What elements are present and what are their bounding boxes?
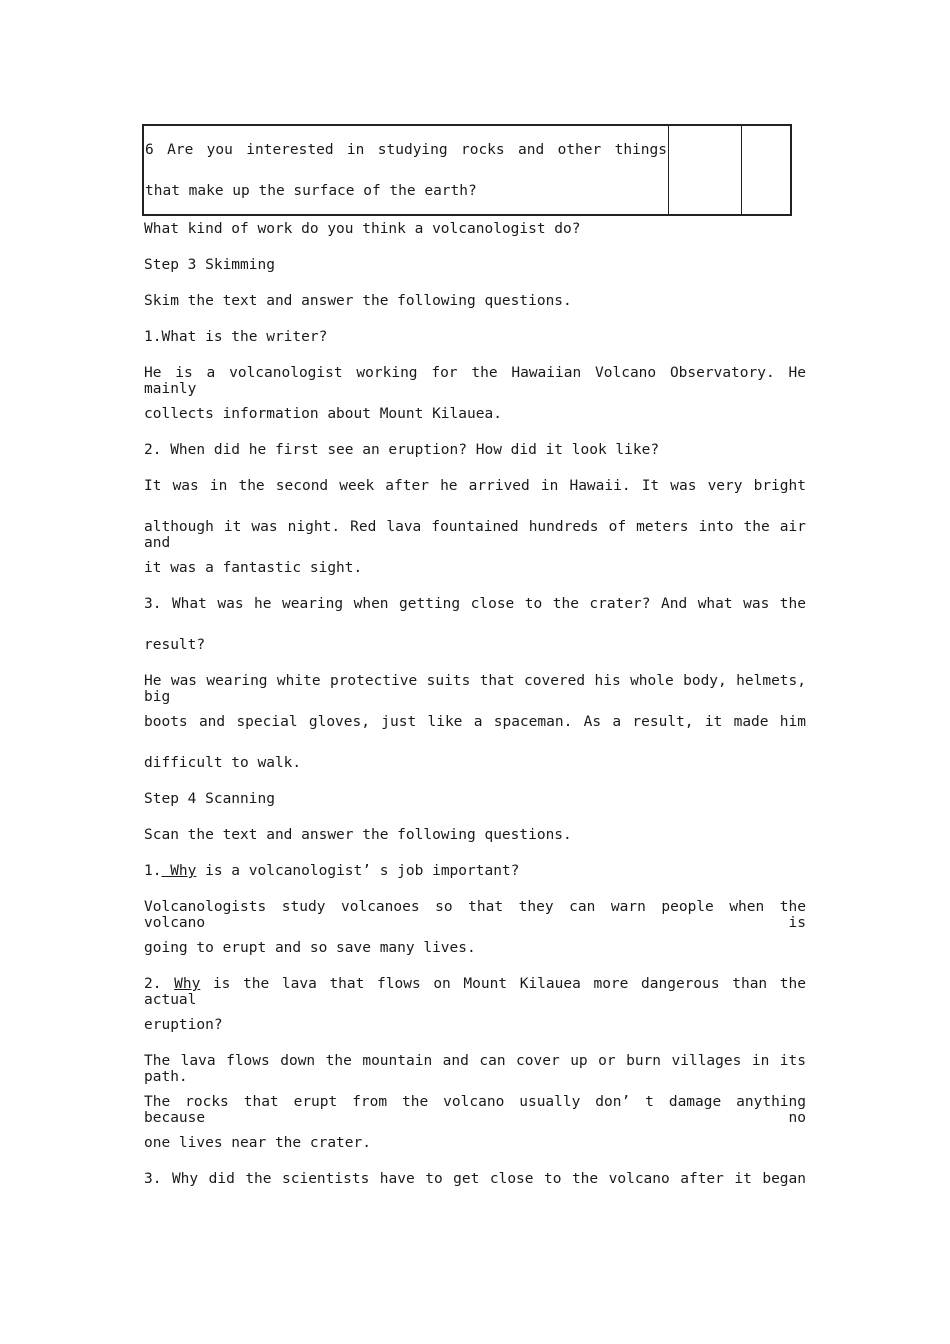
scan-answer-1-line-2: going to erupt and so save many lives. [144, 940, 476, 956]
answer-no-cell [742, 125, 792, 215]
skim-question-2: 2. When did he first see an eruption? How did it look like? [144, 442, 660, 458]
skim-answer-1-line-1: He is a volcanologist working for the Hawaiian Volcano Observatory. He mainly [144, 365, 806, 397]
scan-answer-2-line-2: The rocks that erupt from the volcano usually don’ t damage anything because no [144, 1094, 806, 1126]
skim-answer-1-line-2: collects information about Mount Kilauea. [144, 406, 502, 422]
question-cell [143, 125, 669, 215]
scan-question-1 [144, 863, 806, 879]
scan-question-2-number: 2. [144, 976, 175, 992]
scan-question-1-rest: is a volcanologist’ s job important? [196, 863, 520, 879]
scan-question-1-number: 1. [144, 863, 162, 879]
skim-question-3-line-1: 3. What was he wearing when getting close to the crater? And what was the [144, 596, 806, 612]
scan-answer-1-line-1: Volcanologists study volcanoes so that they can warn people when the volcano is [144, 899, 806, 931]
skim-answer-3-line-3: difficult to walk. [144, 755, 302, 771]
scan-question-2-line-2: eruption? [144, 1017, 223, 1033]
step4-heading: Step 4 Scanning [144, 791, 275, 807]
survey-table [142, 124, 792, 216]
skim-answer-3-line-2: boots and special gloves, just like a spaceman. As a result, it made him [144, 714, 806, 730]
scan-instruction: Scan the text and answer the following questions. [144, 827, 572, 843]
scan-question-2-line-1 [144, 976, 806, 1008]
skim-answer-2-line-3: it was a fantastic sight. [144, 560, 363, 576]
scan-question-1-why: Why [161, 863, 197, 879]
skim-question-1: 1.What is the writer? [144, 329, 328, 345]
skim-answer-2-line-2: although it was night. Red lava fountained hundreds of meters into the air and [144, 519, 806, 551]
skim-instruction: Skim the text and answer the following questions. [144, 293, 572, 309]
table-row [143, 125, 791, 215]
skim-answer-3-line-1: He was wearing white protective suits that covered his whole body, helmets, big [144, 673, 806, 705]
scan-answer-2-line-1: The lava flows down the mountain and can cover up or burn villages in its path. [144, 1053, 806, 1085]
answer-yes-cell [669, 125, 742, 215]
skim-answer-2-line-1: It was in the second week after he arrived in Hawaii. It was very bright [144, 478, 806, 494]
scan-question-3-line-1: 3. Why did the scientists have to get close to the volcano after it began [144, 1171, 806, 1187]
intro-question: What kind of work do you think a volcanologist do? [144, 221, 581, 237]
scan-answer-2-line-3: one lives near the crater. [144, 1135, 371, 1151]
question-text: 6 Are you interested in studying rocks and other things that make up the surface of the earth? [145, 142, 667, 199]
skim-question-3-line-2: result? [144, 637, 206, 653]
step3-heading: Step 3 Skimming [144, 257, 275, 273]
scan-question-2-why: Why [174, 976, 201, 992]
scan-question-2-rest: is the lava that flows on Mount Kilauea more dangerous than the actual [144, 976, 806, 1008]
